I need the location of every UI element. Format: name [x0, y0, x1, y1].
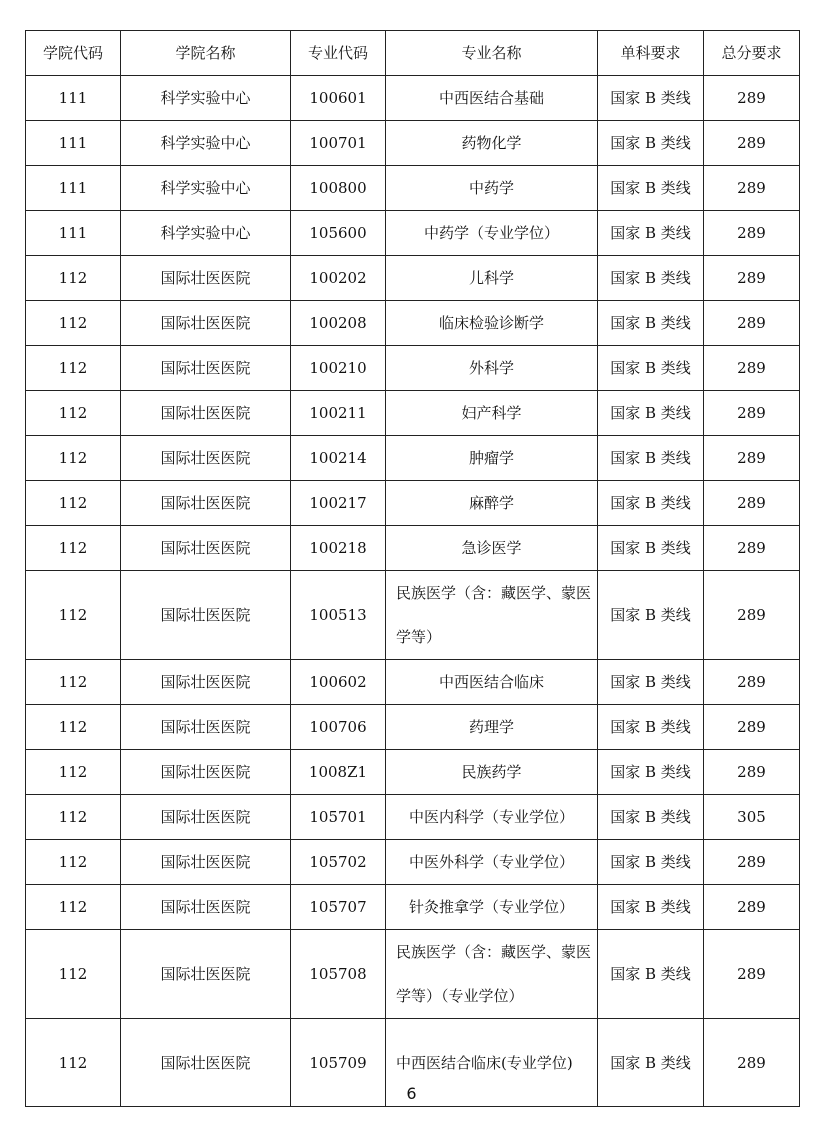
cell-college-name: 科学实验中心	[121, 211, 291, 256]
cell-college-name: 国际壮医医院	[121, 660, 291, 705]
cell-college-name: 国际壮医医院	[121, 705, 291, 750]
cell-major-code: 100800	[291, 166, 386, 211]
cell-major-code: 105702	[291, 840, 386, 885]
cell-major-code: 100601	[291, 76, 386, 121]
cell-major-code: 100210	[291, 346, 386, 391]
cell-major-code: 100217	[291, 481, 386, 526]
cell-college-code: 112	[26, 526, 121, 571]
table-row	[26, 705, 800, 750]
cell-subject-requirement: 国家 B 类线	[598, 346, 704, 391]
table-row	[26, 346, 800, 391]
cell-total-requirement: 289	[704, 436, 800, 481]
cell-major-name: 中西医结合临床(专业学位)	[386, 1019, 598, 1107]
cell-major-name: 中西医结合临床	[386, 660, 598, 705]
cell-college-code: 112	[26, 256, 121, 301]
cell-total-requirement: 289	[704, 121, 800, 166]
cell-college-name: 科学实验中心	[121, 121, 291, 166]
table-row	[26, 166, 800, 211]
cell-subject-requirement: 国家 B 类线	[598, 526, 704, 571]
table-row	[26, 481, 800, 526]
header-college-name: 学院名称	[121, 31, 291, 76]
cell-major-code: 1008Z1	[291, 750, 386, 795]
cell-college-code: 112	[26, 301, 121, 346]
cell-major-name: 外科学	[386, 346, 598, 391]
cell-subject-requirement: 国家 B 类线	[598, 705, 704, 750]
cell-total-requirement: 289	[704, 346, 800, 391]
cell-college-name: 科学实验中心	[121, 166, 291, 211]
cell-major-code: 105701	[291, 795, 386, 840]
cell-total-requirement: 289	[704, 256, 800, 301]
cell-total-requirement: 289	[704, 391, 800, 436]
cell-college-name: 国际壮医医院	[121, 930, 291, 1019]
cell-subject-requirement: 国家 B 类线	[598, 76, 704, 121]
cell-major-name: 中药学	[386, 166, 598, 211]
cell-subject-requirement: 国家 B 类线	[598, 391, 704, 436]
table-row	[26, 660, 800, 705]
cell-total-requirement: 305	[704, 795, 800, 840]
cell-college-name: 国际壮医医院	[121, 526, 291, 571]
cell-major-name: 民族医学（含：藏医学、蒙医学等）	[386, 571, 598, 660]
table-row	[26, 571, 800, 660]
cell-college-code: 112	[26, 346, 121, 391]
header-major-name: 专业名称	[386, 31, 598, 76]
header-total-requirement: 总分要求	[704, 31, 800, 76]
cell-major-name: 中医内科学（专业学位）	[386, 795, 598, 840]
cell-total-requirement: 289	[704, 76, 800, 121]
cell-subject-requirement: 国家 B 类线	[598, 166, 704, 211]
cell-subject-requirement: 国家 B 类线	[598, 750, 704, 795]
cell-major-code: 100214	[291, 436, 386, 481]
cell-college-name: 国际壮医医院	[121, 571, 291, 660]
cell-college-code: 112	[26, 705, 121, 750]
cell-college-name: 国际壮医医院	[121, 256, 291, 301]
cell-college-name: 国际壮医医院	[121, 795, 291, 840]
cell-college-name: 国际壮医医院	[121, 1019, 291, 1107]
cell-total-requirement: 289	[704, 840, 800, 885]
table-row	[26, 211, 800, 256]
cell-college-name: 国际壮医医院	[121, 885, 291, 930]
table-row	[26, 930, 800, 1019]
cell-major-name: 中药学（专业学位）	[386, 211, 598, 256]
cell-major-code: 100208	[291, 301, 386, 346]
cell-college-name: 国际壮医医院	[121, 301, 291, 346]
cell-total-requirement: 289	[704, 481, 800, 526]
cell-college-code: 111	[26, 121, 121, 166]
cell-major-code: 100701	[291, 121, 386, 166]
table-body	[26, 76, 800, 1107]
cell-subject-requirement: 国家 B 类线	[598, 301, 704, 346]
cell-major-name: 妇产科学	[386, 391, 598, 436]
cell-college-name: 国际壮医医院	[121, 346, 291, 391]
cell-total-requirement: 289	[704, 750, 800, 795]
cell-college-code: 112	[26, 436, 121, 481]
cell-subject-requirement: 国家 B 类线	[598, 885, 704, 930]
table-row	[26, 76, 800, 121]
admission-score-table	[25, 30, 800, 1107]
cell-college-name: 国际壮医医院	[121, 391, 291, 436]
cell-subject-requirement: 国家 B 类线	[598, 121, 704, 166]
cell-subject-requirement: 国家 B 类线	[598, 571, 704, 660]
cell-subject-requirement: 国家 B 类线	[598, 930, 704, 1019]
cell-subject-requirement: 国家 B 类线	[598, 1019, 704, 1107]
cell-major-code: 100211	[291, 391, 386, 436]
cell-college-code: 112	[26, 795, 121, 840]
cell-subject-requirement: 国家 B 类线	[598, 840, 704, 885]
table-row	[26, 121, 800, 166]
cell-college-code: 112	[26, 930, 121, 1019]
table-header-row	[26, 31, 800, 76]
cell-subject-requirement: 国家 B 类线	[598, 256, 704, 301]
cell-major-name: 儿科学	[386, 256, 598, 301]
cell-subject-requirement: 国家 B 类线	[598, 481, 704, 526]
cell-college-code: 111	[26, 211, 121, 256]
cell-total-requirement: 289	[704, 166, 800, 211]
table-row	[26, 256, 800, 301]
cell-total-requirement: 289	[704, 930, 800, 1019]
cell-major-name: 肿瘤学	[386, 436, 598, 481]
cell-major-name: 药物化学	[386, 121, 598, 166]
cell-total-requirement: 289	[704, 211, 800, 256]
cell-major-code: 100706	[291, 705, 386, 750]
cell-major-name: 针灸推拿学（专业学位）	[386, 885, 598, 930]
cell-college-code: 112	[26, 481, 121, 526]
cell-major-name: 中医外科学（专业学位）	[386, 840, 598, 885]
cell-major-name: 急诊医学	[386, 526, 598, 571]
cell-college-code: 111	[26, 166, 121, 211]
cell-college-code: 112	[26, 391, 121, 436]
cell-college-name: 国际壮医医院	[121, 750, 291, 795]
cell-college-name: 科学实验中心	[121, 76, 291, 121]
cell-major-name: 中西医结合基础	[386, 76, 598, 121]
table-row	[26, 436, 800, 481]
cell-total-requirement: 289	[704, 301, 800, 346]
cell-total-requirement: 289	[704, 705, 800, 750]
cell-college-name: 国际壮医医院	[121, 436, 291, 481]
table-row	[26, 795, 800, 840]
header-college-code: 学院代码	[26, 31, 121, 76]
page-number: 6	[406, 1084, 417, 1103]
cell-college-code: 111	[26, 76, 121, 121]
cell-major-code: 100602	[291, 660, 386, 705]
cell-college-name: 国际壮医医院	[121, 840, 291, 885]
cell-major-code: 100513	[291, 571, 386, 660]
table-row	[26, 301, 800, 346]
cell-college-code: 112	[26, 660, 121, 705]
cell-major-code: 105707	[291, 885, 386, 930]
cell-major-name: 民族药学	[386, 750, 598, 795]
cell-college-code: 112	[26, 750, 121, 795]
cell-college-code: 112	[26, 885, 121, 930]
table-row	[26, 840, 800, 885]
cell-college-name: 国际壮医医院	[121, 481, 291, 526]
cell-total-requirement: 289	[704, 1019, 800, 1107]
cell-major-name: 麻醉学	[386, 481, 598, 526]
table-row	[26, 526, 800, 571]
cell-subject-requirement: 国家 B 类线	[598, 660, 704, 705]
cell-subject-requirement: 国家 B 类线	[598, 795, 704, 840]
cell-subject-requirement: 国家 B 类线	[598, 211, 704, 256]
cell-college-code: 112	[26, 840, 121, 885]
cell-total-requirement: 289	[704, 571, 800, 660]
cell-subject-requirement: 国家 B 类线	[598, 436, 704, 481]
cell-major-name: 药理学	[386, 705, 598, 750]
cell-college-code: 112	[26, 571, 121, 660]
table-row	[26, 750, 800, 795]
cell-major-code: 100202	[291, 256, 386, 301]
cell-major-code: 105600	[291, 211, 386, 256]
cell-college-code: 112	[26, 1019, 121, 1107]
cell-major-code: 100218	[291, 526, 386, 571]
table-row	[26, 885, 800, 930]
cell-total-requirement: 289	[704, 526, 800, 571]
cell-major-name: 临床检验诊断学	[386, 301, 598, 346]
cell-total-requirement: 289	[704, 660, 800, 705]
cell-major-code: 105709	[291, 1019, 386, 1107]
header-major-code: 专业代码	[291, 31, 386, 76]
cell-major-code: 105708	[291, 930, 386, 1019]
cell-major-name: 民族医学（含：藏医学、蒙医学等）（专业学位）	[386, 930, 598, 1019]
table-row	[26, 391, 800, 436]
cell-total-requirement: 289	[704, 885, 800, 930]
header-subject-requirement: 单科要求	[598, 31, 704, 76]
